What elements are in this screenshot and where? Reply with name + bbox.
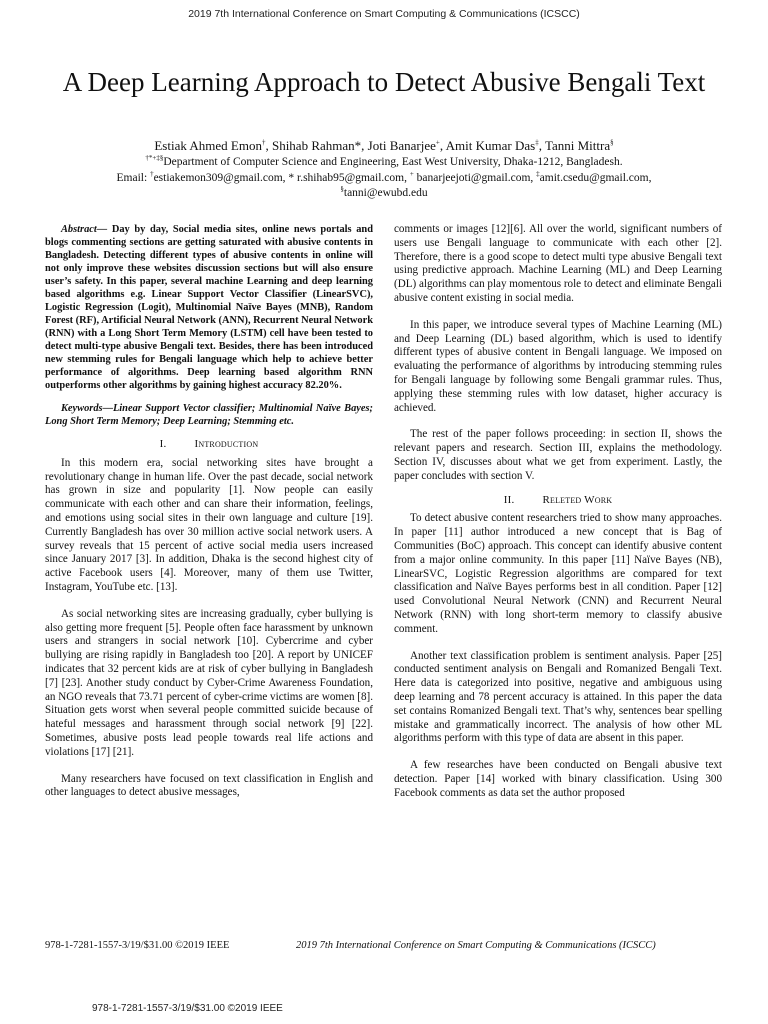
affiliation (0, 155, 768, 169)
email-text: tanni@ewubd.edu (343, 186, 428, 199)
paragraph: A few researches have been conducted on Bengali abusive text detection. Paper [14] worked with binary classification. Using 300 Facebook comments as data set the author proposed (394, 759, 722, 799)
affiliation-marks: †*+‡§ (145, 154, 164, 163)
paragraph: In this paper, we introduce several types of Machine Learning (ML) and Deep Learning (DL) based algorithm, which is used to identify different types of abusive content in Bengali language. We imposed on evaluating the performance of algorithms by introducing stemming rules for Bengali language by following some Bengali grammar rules. Thus, applying these stemming rules with low dataset, higher accuracy is achieved. (394, 318, 722, 414)
section-number: II. (503, 493, 515, 506)
author-mark: § (610, 138, 614, 147)
paper-title: A Deep Learning Approach to Detect Abusive Bengali Text (62, 67, 706, 97)
paragraph: comments or images [12][6]. All over the world, significant numbers of users use Bengali language to communicate with each other [2]. Therefore, there is a good scope to detect multi type abusive Bengali text using predictive approach. Machine Learning (ML) and Deep Learning (DL) algorithms can play momentous role to detect and eliminate Bengali abusive content existing in social media. (394, 223, 722, 304)
author-mark: ‡ (535, 138, 539, 147)
abstract (45, 223, 373, 392)
author-mark: † (261, 138, 266, 147)
right-column (394, 223, 722, 800)
author-mark: + (435, 138, 440, 147)
author-name: Amit Kumar Das (445, 138, 536, 153)
section-title: Introduction (194, 438, 259, 450)
email-text: amit.csedu@gmail.com, (539, 172, 652, 184)
author-mark: † (150, 170, 154, 179)
email-text: estiakemon309@gmail.com, * r.shihab95@gmail.com, (153, 172, 407, 184)
affiliation-text: Department of Computer Science and Engineering, East West University, Dhaka-1212, Bangladesh. (163, 156, 623, 168)
author-list: Estiak Ahmed Emon†, Shihab Rahman*, Joti Banarjee+, Amit Kumar Das‡, Tanni Mittra§ (154, 138, 614, 153)
section-heading (394, 494, 722, 508)
footer-conference: 2019 7th International Conference on Smart Computing & Communications (ICSCC) (296, 940, 656, 951)
email-label: Email: (116, 172, 148, 184)
conference-header: 2019 7th International Conference on Smart Computing & Communications (ICSCC) (188, 8, 580, 20)
paragraph: As social networking sites are increasing gradually, cyber bullying is also getting more frequent [5]. People often face harassment by unknown users and strangers in social network [10]. Cybercrime and cyber bullying are rising rapidly in Bangladesh too [20]. A report by UNICEF indicates that 32 percent kids are at risk of cyber bullying in Bangladesh [7] [23]. Another study conduct by Cyber-Crime Awareness Foundation, an NGO reveals that 73.71 percent of cyber-crime victims are women [8]. Situation gets worst when several people committed suicide because of hateful messages and harassment through social network [9] [22]. Sometimes, abusive posts lead people towards real life actions and violations [17] [21]. (45, 607, 373, 758)
bottom-isbn: 978-1-7281-1557-3/19/$31.00 ©2019 IEEE (92, 1003, 283, 1014)
section-title: Releted Work (542, 493, 613, 506)
author-name: Shihab Rahman (271, 138, 355, 153)
paragraph: In this modern era, social networking sites have brought a revolutionary change in human life. Over the past decade, social network has grown in size and popularity [1]. Now people can easily communicate with each other and can share their information, feelings, and emotions using social sites in their own language and culture [19]. Currently Bangladesh has over 30 million active social network users. A survey reveals that 15 percent of active social media users increased since January 2017 [3]. In addition, Dhaka is the second highest city of active Facebook users [4]. Moreover, many of them use Twitter, Instagram, YouTube etc. [13]. (45, 456, 373, 593)
section-heading (45, 438, 373, 452)
author-mark: ‡ (536, 170, 540, 179)
email-block (40, 171, 728, 200)
author-name: Joti Banarjee (367, 138, 436, 153)
keywords: Keywords—Linear Support Vector classifier; Multinomial Naïve Bayes; Long Short Term Memory; Deep Learning; Stemming etc. (45, 403, 373, 427)
section-number: I. (159, 438, 167, 450)
paragraph: To detect abusive content researchers tried to show many approaches. In paper [11] author introduced a new concept that is Bag of Communities (BoC) approach. This concept can identify abusive content from a major online community. In this paper [11] Naïve Bayes (NB), LinearSVC, Logistic Regression algorithms are compared for text classification and Naïve Bayes performs best in all condition. Paper [12] used Convolutional Neural Network (CNN) and Recurrent Neural Network (RNN) with long short-term memory to classify abusive comment. (394, 512, 722, 635)
abstract-lead: Abstract— (61, 224, 108, 235)
author-name: Estiak Ahmed Emon (154, 138, 262, 153)
author-mark: + (409, 170, 414, 179)
paragraph: Many researchers have focused on text classification in English and other languages to detect abusive messages, (45, 772, 373, 799)
paragraph: Another text classification problem is sentiment analysis. Paper [25] conducted sentiment analysis on Bengali and Romanized Bengali Text. Here data is categorized into positive, negative and ambiguous using deep learning and 78 percent accuracy is attained. In this paper the data set contains Romanized Bengali text. That’s why, sentences bear spelling mistake and grammatically incorrect. The analysis of how other ML algorithms perform with this type of data are absent in this paper. (394, 649, 722, 745)
paragraph: The rest of the paper follows proceeding: in section II, shows the relevant papers and research. Section III, explains the methodology. Section IV, discusses about what we get from experiment. Lastly, the paper concludes with section V. (394, 428, 722, 482)
footer-isbn: 978-1-7281-1557-3/19/$31.00 ©2019 IEEE (45, 940, 230, 951)
email-text: banarjeejoti@gmail.com, (416, 172, 534, 184)
author-mark: § (340, 184, 344, 193)
abstract-body: Day by day, Social media sites, online news portals and blogs commenting sections are getting saturated with abusive contents in Bangladesh. Detecting different types of abusive contents in online will not only improve these websites discussion sections but will also ensure user’s safety. In this paper, several machine Learning and deep learning based algorithms e.g. Linear Support Vector Classifier (LinearSVC), Logistic Regression (Logit), Multinomial Naïve Bayes (MNB), Random Forest (RF), Artificial Neural Network (ANN), Recurrent Neural Network (RNN) with a Long Short Term Memory (LSTM) cell have been tested to detect multi-type abusive Bengali text. Besides, there has been introduced new stemming rules for Bengali language which help to achieve better performance of algorithms. Deep learning based algorithm RNN outperforms other algorithms by gaining highest accuracy 82.20%. (45, 224, 373, 391)
author-name: Tanni Mittra (544, 138, 611, 153)
left-column (45, 223, 373, 800)
author-mark: * (354, 138, 362, 153)
